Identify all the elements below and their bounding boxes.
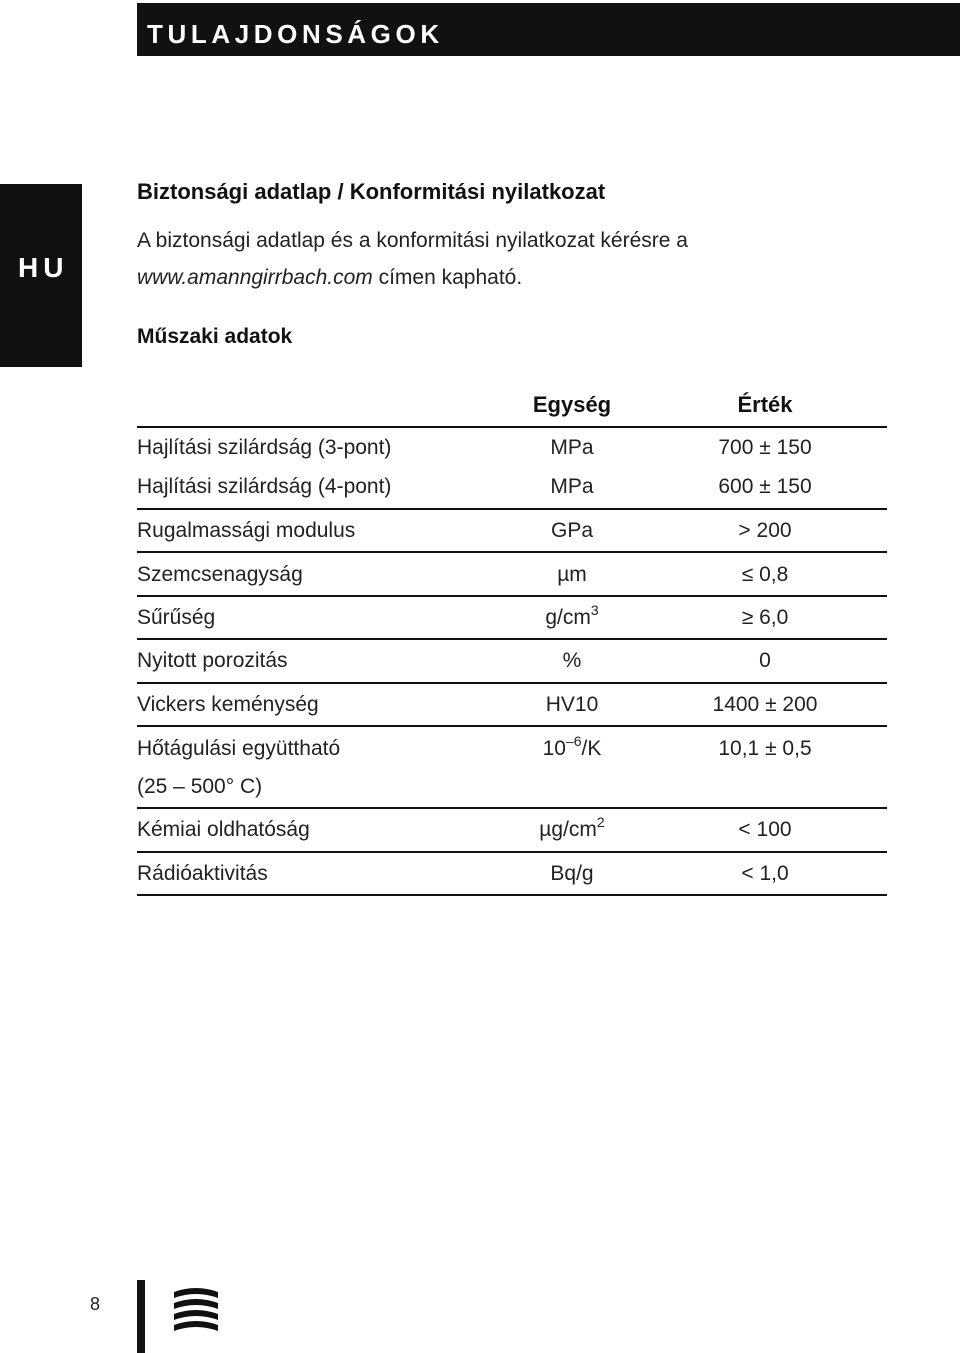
unit-suffix: /K [581, 737, 602, 760]
property-cell: Hajlítási szilárdság (3-pont) [137, 436, 392, 459]
language-tab [0, 184, 82, 367]
property-cell: Nyitott porozitás [137, 649, 288, 672]
value-cell: 0 [759, 649, 771, 672]
row-divider [137, 508, 887, 510]
unit-cell: MPa [550, 475, 594, 498]
value-cell: < 1,0 [741, 862, 789, 885]
unit-cell [532, 733, 612, 760]
unit-cell: GPa [550, 519, 594, 542]
property-cell: Sűrűség [137, 606, 216, 629]
unit-cell: MPa [550, 436, 594, 459]
page-title: TULAJDONSÁGOK [147, 19, 444, 49]
unit-exponent: 2 [596, 814, 605, 830]
column-header-value: Érték [737, 392, 793, 417]
value-cell: ≤ 0,8 [741, 563, 789, 586]
header-rule [137, 426, 887, 428]
unit-base: µg/cm [539, 818, 597, 841]
unit-cell: % [562, 649, 582, 672]
property-cell: Szemcsenagyság [137, 563, 303, 586]
property-cell: Hajlítási szilárdság (4-pont) [137, 475, 392, 498]
unit-base: g/cm [545, 606, 591, 629]
value-cell: 10,1 ± 0,5 [718, 737, 812, 760]
property-cell-line2: (25 – 500° C) [137, 775, 263, 798]
unit-cell [532, 814, 612, 841]
unit-base: 10 [542, 737, 566, 760]
amann-girrbach-logo-icon [172, 1286, 220, 1336]
header-bar [137, 3, 960, 56]
column-header-unit: Egység [532, 392, 612, 417]
safety-text-line2-rest: címen kapható. [372, 266, 523, 289]
value-cell: 700 ± 150 [718, 436, 812, 459]
footer-bar [137, 1280, 145, 1353]
property-cell: Hőtágulási együttható [137, 737, 341, 760]
row-divider [137, 638, 887, 640]
safety-text-line2 [137, 267, 522, 288]
row-divider [137, 595, 887, 597]
value-cell: ≥ 6,0 [741, 606, 789, 629]
value-cell: 600 ± 150 [718, 475, 812, 498]
property-cell: Rádióaktivitás [137, 862, 268, 885]
website-link[interactable]: www.amanngirrbach.com [137, 266, 373, 289]
unit-exponent: –6 [565, 733, 582, 749]
safety-text-line1: A biztonsági adatlap és a konformitási nyilatkozat kérésre a [137, 229, 688, 252]
value-cell: > 200 [738, 519, 792, 542]
value-cell: < 100 [738, 818, 792, 841]
safety-heading: Biztonsági adatlap / Konformitási nyilatkozat [137, 179, 606, 204]
technical-heading: Műszaki adatok [137, 325, 293, 348]
property-cell: Rugalmassági modulus [137, 519, 356, 542]
row-divider [137, 725, 887, 727]
row-divider [137, 851, 887, 853]
bottom-rule [137, 894, 887, 896]
unit-cell: µm [557, 563, 587, 586]
value-cell: 1400 ± 200 [712, 693, 818, 716]
property-cell: Vickers keménység [137, 693, 319, 716]
row-divider [137, 807, 887, 809]
page-number: 8 [90, 1294, 101, 1314]
unit-cell: HV10 [545, 693, 599, 716]
unit-exponent: 3 [590, 602, 599, 618]
row-divider [137, 682, 887, 684]
language-tab-label: HU [18, 252, 69, 283]
unit-cell [532, 602, 612, 629]
property-cell: Kémiai oldhatóság [137, 818, 310, 841]
row-divider [137, 551, 887, 553]
unit-cell: Bq/g [550, 862, 594, 885]
